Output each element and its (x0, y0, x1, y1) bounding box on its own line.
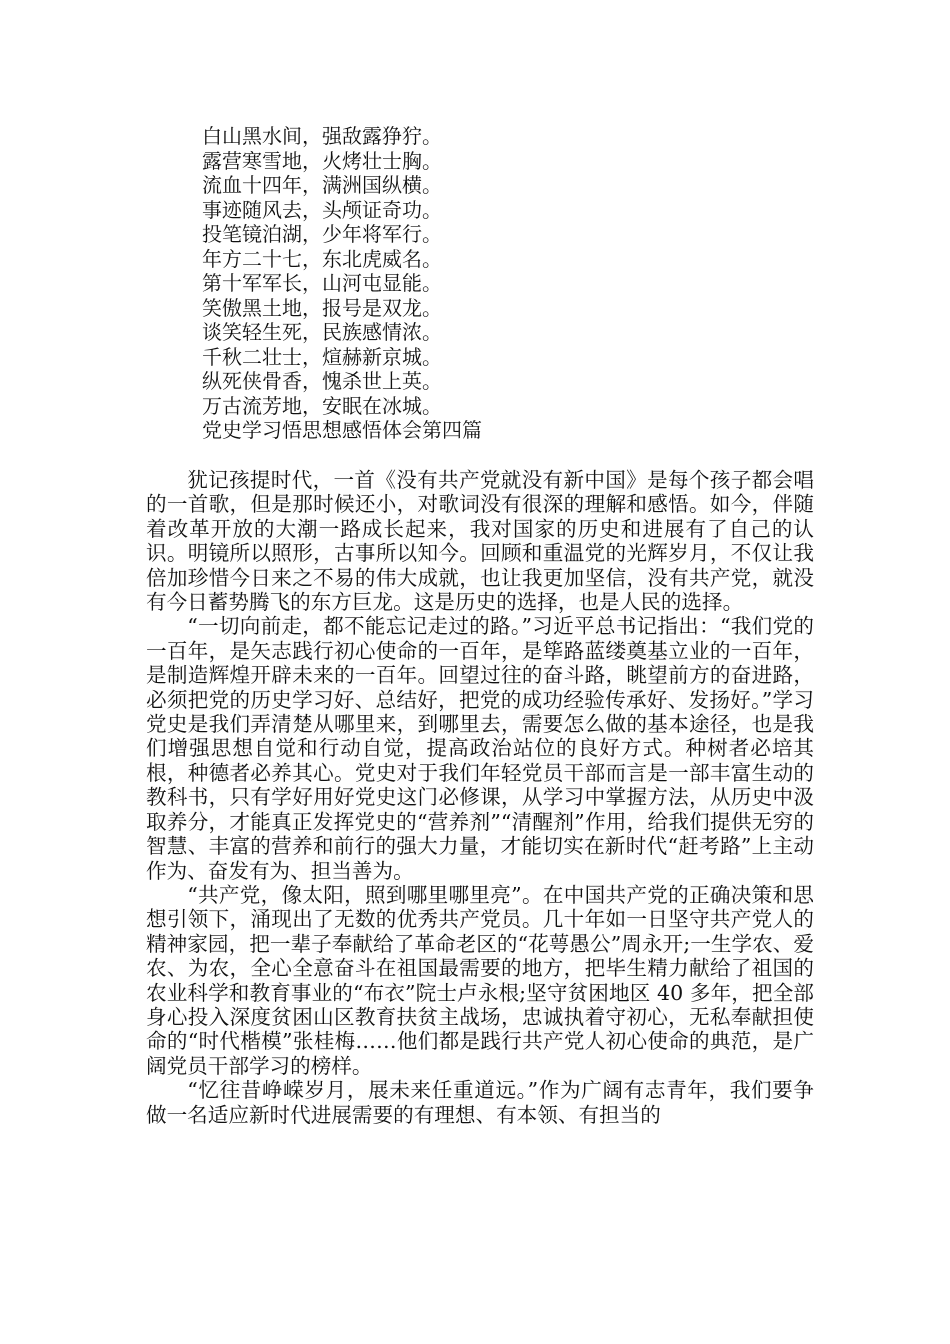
poem-line: 千秋二壮士，煊赫新京城。 (202, 344, 442, 369)
poem-line: 事迹随风去，头颅证奇功。 (202, 197, 442, 222)
paragraph: 犹记孩提时代，一首《没有共产党就没有新中国》是每个孩子都会唱的一首歌，但是那时候还小，对歌词没有很深的理解和感悟。如今，伴随着改革开放的大潮一路成长起来，我对国家的历史和进展有了自己的认识。明镜所以照形，古事所以知今。回顾和重温党的光辉岁月，不仅让我倍加珍惜今日来之不易的伟大成就，也让我更加坚信，没有共产党，就没有今日蓄势腾飞的东方巨龙。这是历史的选择，也是人民的选择。 (146, 468, 814, 615)
poem-line: 纵死侠骨香，愧杀世上英。 (202, 369, 442, 393)
paragraph: “一切向前走，都不能忘记走过的路。”习近平总书记指出：“我们党的一百年，是矢志践行初心使命的一百年，是筚路蓝缕奠基立业的一百年，是制造辉煌开辟未来的一百年。回望过往的奋斗路，眺望前方的奋进路，必须把党的历史学习好、总结好，把党的成功经验传承好、发扬好。”学习党史是我们弄清楚从哪里来，到哪里去，需要怎么做的基本途径，也是我们增强思想自觉和行动自觉，提高政治站位的良好方式。种树者必培其根，种德者必养其心。党史对于我们年轻党员干部而言是一部丰富生动的教科书，只有学好用好党史这门必修课，从学习中掌握方法，从历史中汲取养分，才能真正发挥党史的“营养剂”“清醒剂”作用，给我们提供无穷的智慧、丰富的营养和前行的强大力量，才能切实在新时代“赶考路”上主动作为、奋发有为、担当善为。 (146, 614, 814, 883)
poem-block (202, 124, 802, 443)
poem-line: 万古流芳地，安眠在冰城。 (202, 393, 442, 418)
article-body (146, 468, 814, 1127)
poem-line: 流血十四年，满洲国纵横。 (202, 173, 442, 197)
poem-line: 笑傲黑土地，报号是双龙。 (202, 295, 442, 320)
poem-line: 白山黑水间，强敌露狰狞。 (202, 124, 442, 148)
paragraph: “忆往昔峥嵘岁月，展未来任重道远。”作为广阔有志青年，我们要争做一名适应新时代进展需要的有理想、有本领、有担当的 (146, 1078, 814, 1127)
poem-line: 第十军军长，山河屯显能。 (202, 271, 442, 295)
poem-line: 投笔镜泊湖，少年将军行。 (202, 222, 442, 246)
poem-line: 露营寒雪地，火烤壮士胸。 (202, 148, 442, 173)
poem-line: 年方二十七，东北虎威名。 (202, 246, 442, 271)
poem-line: 谈笑轻生死，民族感情浓。 (202, 320, 442, 344)
paragraph: “共产党，像太阳，照到哪里哪里亮”。在中国共产党的正确决策和思想引领下，涌现出了无数的优秀共产党员。几十年如一日坚守共产党人的精神家园，把一辈子奉献给了革命老区的“花萼愚公”周永开;一生学农、爱农、为农，全心全意奋斗在祖国最需要的地方，把毕生精力献给了祖国的农业科学和教育事业的“布衣”院士卢永根;坚守贫困地区 40 多年，把全部身心投入深度贫困山区教育扶贫主战场，忠诚执着守初心，无私奉献担使命的“时代楷模”张桂梅……他们都是践行共产党人初心使命的典范，是广阔党员干部学习的榜样。 (146, 882, 814, 1078)
section-title: 党史学习悟思想感悟体会第四篇 (202, 418, 482, 442)
